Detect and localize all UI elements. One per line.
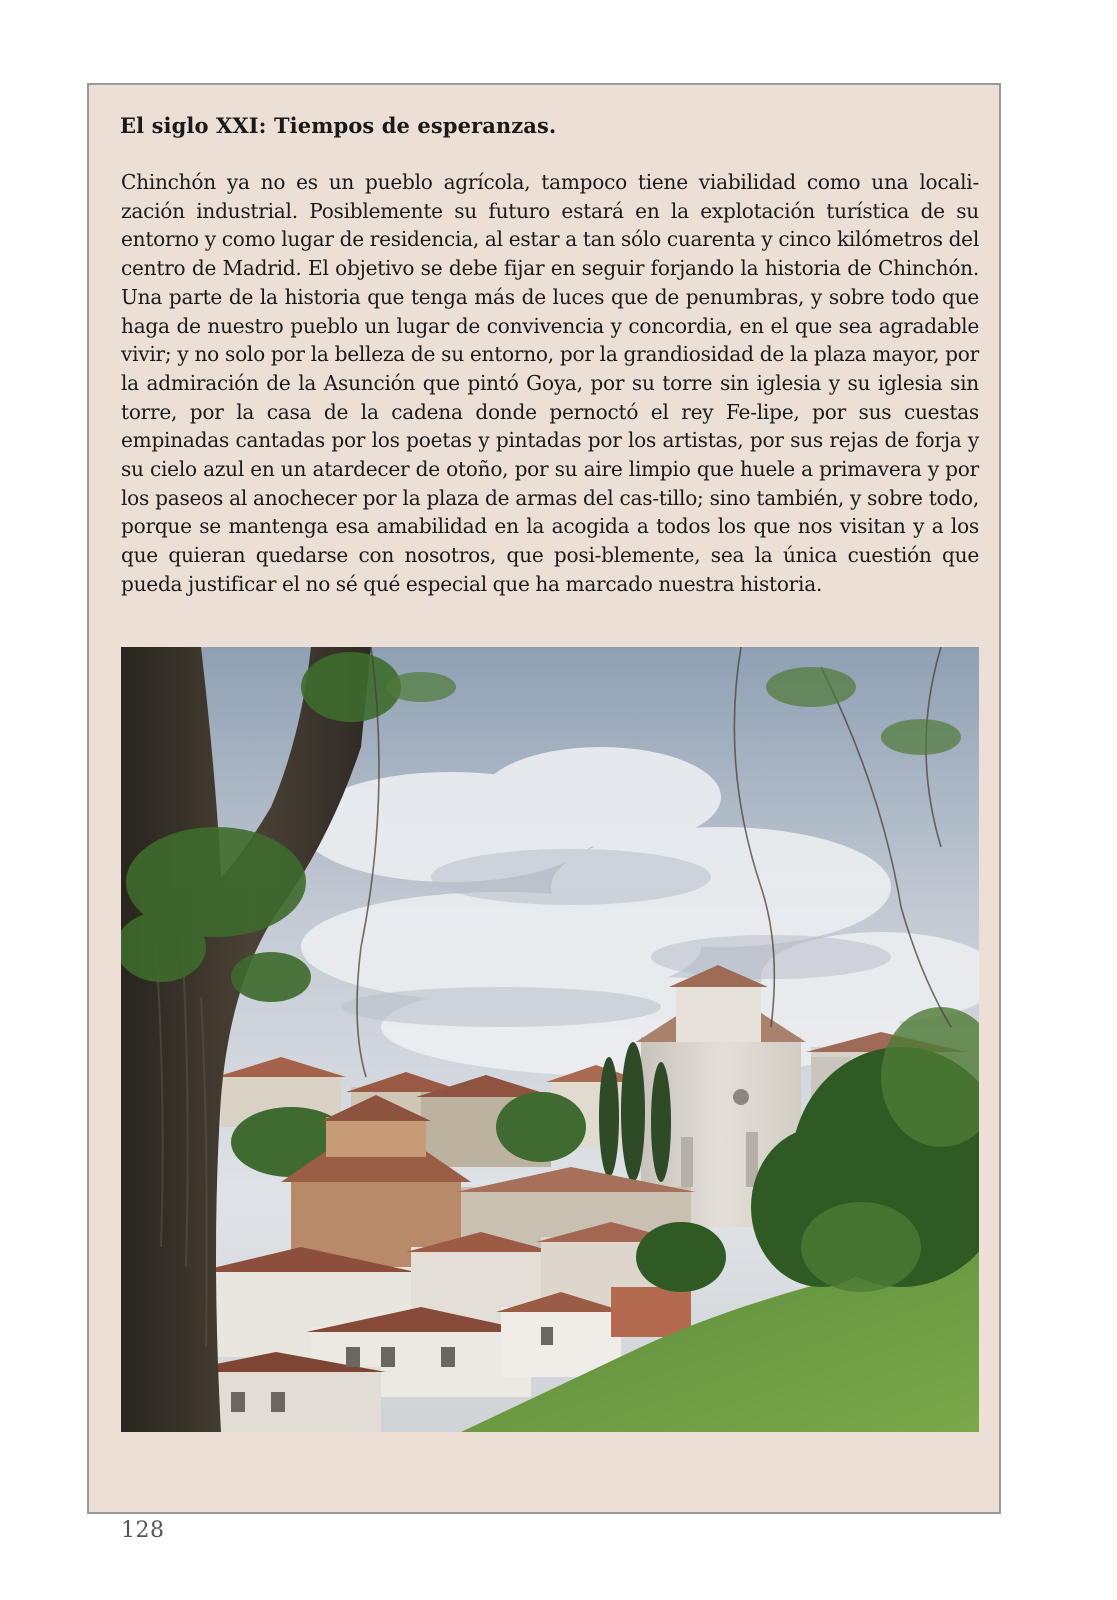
section-heading: El siglo XXI: Tiempos de esperanzas. <box>120 113 557 138</box>
town-photo <box>121 647 979 1432</box>
body-paragraph: Chinchón ya no es un pueblo agrícola, tampoco tiene viabilidad como una locali-zación industrial. Posiblemente su futuro estará en la explotación turística de su entorno y como lugar de residencia, al estar a tan sólo cuarenta y cinco kilómetros del centro de Madrid. El objetivo se debe fijar en seguir forjando la historia de Chinchón. Una parte de la historia que tenga más de luces que de penumbras, y sobre todo que haga de nuestro pueblo un lugar de convivencia y concordia, en el que sea agradable vivir; y no solo por la belleza de su entorno, por la grandiosidad de la plaza mayor, por la admiración de la Asunción que pintó Goya, por su torre sin iglesia y su iglesia sin torre, por la casa de la cadena donde pernoctó el rey Fe-lipe, por sus cuestas empinadas cantadas por los poetas y pintadas por los artistas, por sus rejas de forja y su cielo azul en un atardecer de otoño, por su aire limpio que huele a primavera y por los paseos al anochecer por la plaza de armas del cas-tillo; sino también, y sobre todo, porque se mantenga esa amabilidad en la acogida a todos los que nos visitan y a los que quieran quedarse con nosotros, que posi-blemente, sea la única cuestión que pueda justificar el no sé qué especial que ha marcado nuestra historia. <box>121 170 979 596</box>
page-number: 128 <box>121 1518 165 1543</box>
